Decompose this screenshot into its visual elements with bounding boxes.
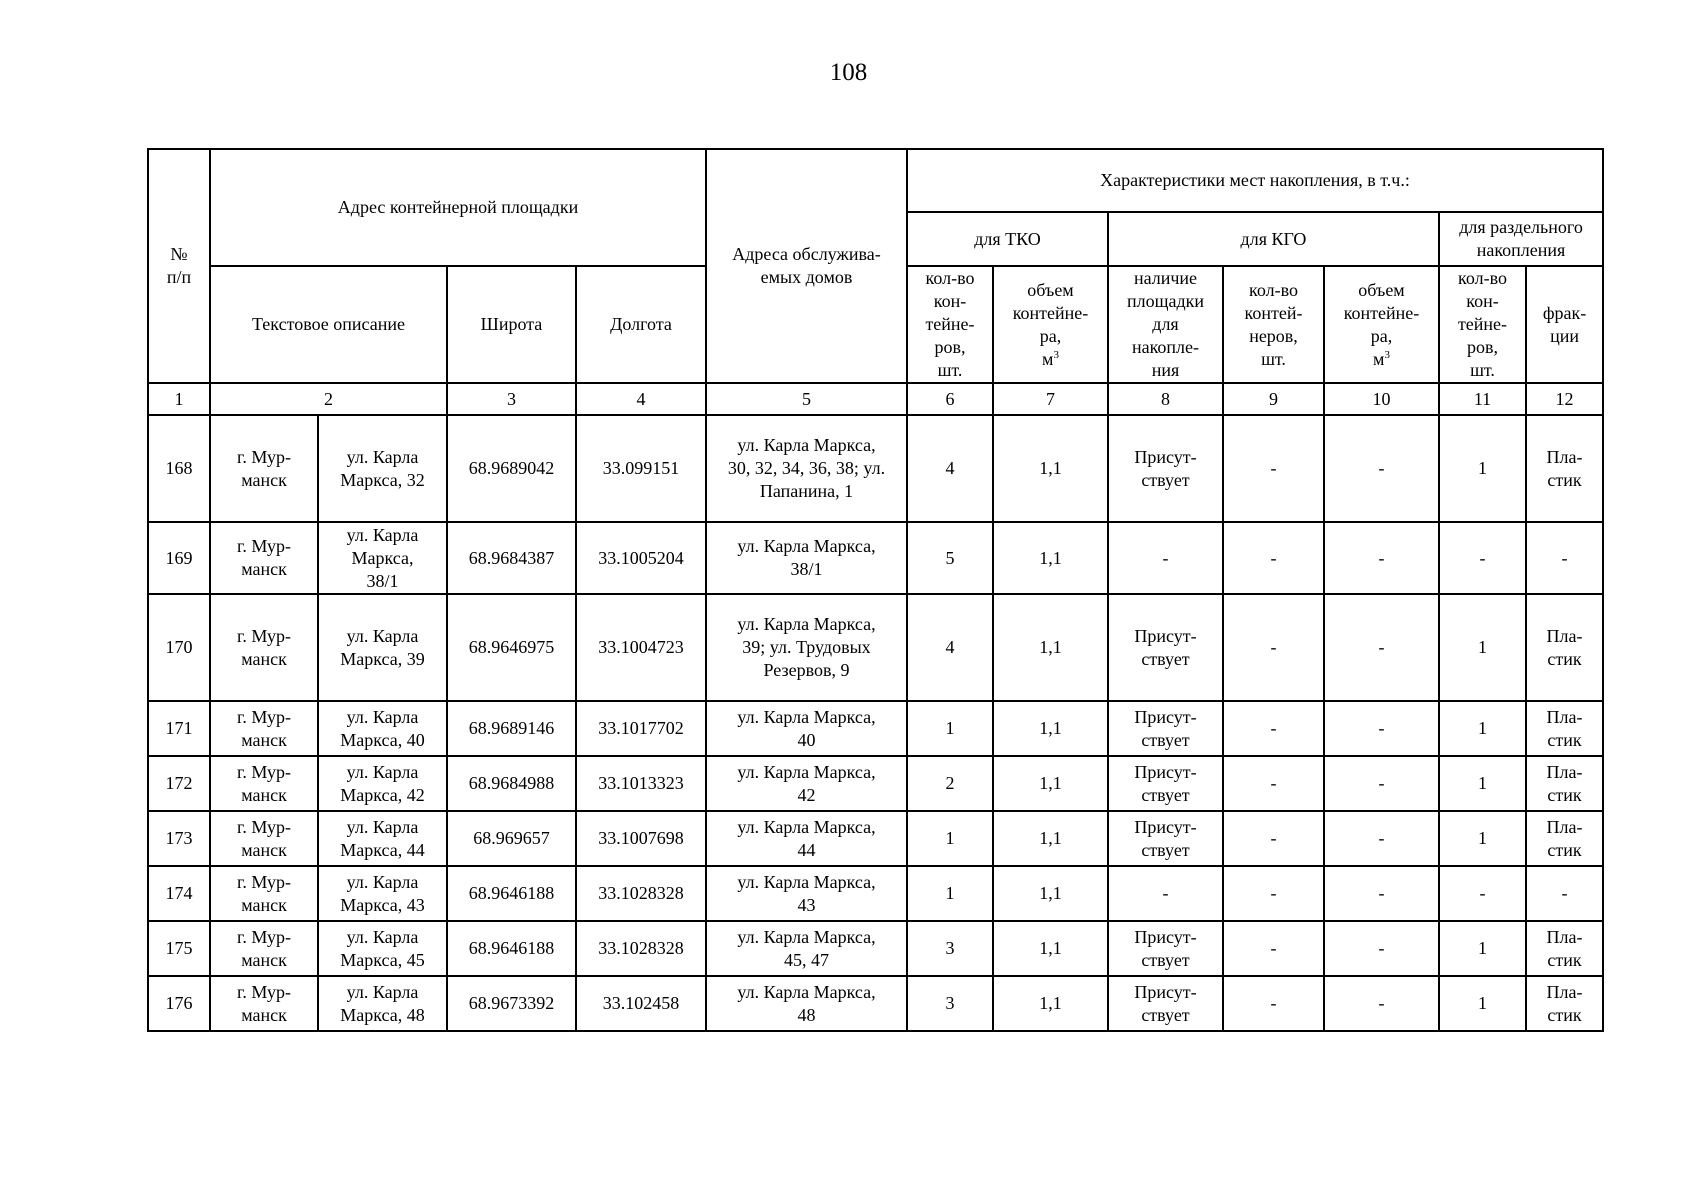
row-number: 169 <box>148 522 210 594</box>
header-tko-count-text: кол-во кон- тейне- ров, шт. <box>925 268 975 380</box>
city-cell: г. Мур- манск <box>210 594 318 701</box>
tko-count-cell: 3 <box>907 976 993 1031</box>
column-number: 7 <box>993 383 1108 415</box>
header-longitude: Долгота <box>576 266 706 383</box>
row-number: 172 <box>148 756 210 811</box>
sep-count-cell: 1 <box>1439 701 1526 756</box>
longitude-cell: 33.1028328 <box>576 921 706 976</box>
kgo-volume-cell: - <box>1324 415 1439 522</box>
latitude-cell: 68.9689042 <box>447 415 576 522</box>
tko-volume-cell: 1,1 <box>993 811 1108 866</box>
served-houses-cell: ул. Карла Маркса, 48 <box>706 976 907 1031</box>
column-number: 4 <box>576 383 706 415</box>
city-cell: г. Мур- манск <box>210 921 318 976</box>
header-kgo-count: кол-во контей- неров, шт. <box>1223 266 1324 383</box>
street-cell: ул. Карла Маркса, 44 <box>318 811 447 866</box>
row-number: 168 <box>148 415 210 522</box>
table-row <box>148 701 1603 756</box>
latitude-cell: 68.9646188 <box>447 866 576 921</box>
row-number: 174 <box>148 866 210 921</box>
street-cell: ул. Карла Маркса, 38/1 <box>318 522 447 594</box>
latitude-cell: 68.9684988 <box>447 756 576 811</box>
sep-count-cell: 1 <box>1439 415 1526 522</box>
table-row <box>148 976 1603 1031</box>
served-houses-cell: ул. Карла Маркса, 40 <box>706 701 907 756</box>
column-number: 5 <box>706 383 907 415</box>
served-houses-cell: ул. Карла Маркса, 30, 32, 34, 36, 38; ул. Папанина, 1 <box>706 415 907 522</box>
tko-count-cell: 4 <box>907 415 993 522</box>
row-number: 176 <box>148 976 210 1031</box>
kgo-count-cell: - <box>1223 415 1324 522</box>
longitude-cell: 33.102458 <box>576 976 706 1031</box>
kgo-site-cell: Присут- ствует <box>1108 594 1223 701</box>
column-number: 8 <box>1108 383 1223 415</box>
kgo-site-cell: Присут- ствует <box>1108 701 1223 756</box>
latitude-cell: 68.9646188 <box>447 921 576 976</box>
header-sep-count: кол-во кон- тейне- ров, шт. <box>1439 266 1526 383</box>
sep-count-cell: - <box>1439 866 1526 921</box>
header-kgo-volume <box>1324 266 1439 383</box>
sep-fraction-cell: Пла- стик <box>1526 976 1603 1031</box>
kgo-count-cell: - <box>1223 756 1324 811</box>
kgo-site-cell: Присут- ствует <box>1108 756 1223 811</box>
street-cell: ул. Карла Маркса, 48 <box>318 976 447 1031</box>
kgo-volume-cell: - <box>1324 701 1439 756</box>
city-cell: г. Мур- манск <box>210 976 318 1031</box>
column-number: 3 <box>447 383 576 415</box>
city-cell: г. Мур- манск <box>210 811 318 866</box>
latitude-cell: 68.9646975 <box>447 594 576 701</box>
tko-count-cell: 1 <box>907 811 993 866</box>
sep-count-cell: 1 <box>1439 594 1526 701</box>
kgo-count-cell: - <box>1223 921 1324 976</box>
latitude-cell: 68.9673392 <box>447 976 576 1031</box>
city-cell: г. Мур- манск <box>210 522 318 594</box>
header-pn: № п/п <box>148 149 210 383</box>
sep-fraction-cell: - <box>1526 866 1603 921</box>
tko-volume-cell: 1,1 <box>993 866 1108 921</box>
header-separate: для раздельного накопления <box>1439 212 1603 266</box>
street-cell: ул. Карла Маркса, 39 <box>318 594 447 701</box>
header-tko-volume-sup: 3 <box>1053 348 1059 361</box>
longitude-cell: 33.1007698 <box>576 811 706 866</box>
longitude-cell: 33.1013323 <box>576 756 706 811</box>
row-number: 173 <box>148 811 210 866</box>
table-row <box>148 522 1603 594</box>
kgo-count-cell: - <box>1223 594 1324 701</box>
latitude-cell: 68.9684387 <box>447 522 576 594</box>
header-tko: для ТКО <box>907 212 1108 266</box>
header-kgo: для КГО <box>1108 212 1439 266</box>
longitude-cell: 33.1028328 <box>576 866 706 921</box>
kgo-site-cell: - <box>1108 866 1223 921</box>
sep-fraction-cell: Пла- стик <box>1526 701 1603 756</box>
latitude-cell: 68.9689146 <box>447 701 576 756</box>
container-sites-table <box>147 148 1604 1032</box>
tko-count-cell: 1 <box>907 701 993 756</box>
table-header <box>148 149 1603 415</box>
kgo-volume-cell: - <box>1324 756 1439 811</box>
street-cell: ул. Карла Маркса, 32 <box>318 415 447 522</box>
header-latitude: Широта <box>447 266 576 383</box>
column-number: 6 <box>907 383 993 415</box>
kgo-count-cell: - <box>1223 811 1324 866</box>
sep-count-cell: 1 <box>1439 976 1526 1031</box>
served-houses-cell: ул. Карла Маркса, 39; ул. Трудовых Резервов, 9 <box>706 594 907 701</box>
city-cell: г. Мур- манск <box>210 756 318 811</box>
street-cell: ул. Карла Маркса, 43 <box>318 866 447 921</box>
street-cell: ул. Карла Маркса, 42 <box>318 756 447 811</box>
header-address-group: Адрес контейнерной площадки <box>210 149 706 266</box>
longitude-cell: 33.1004723 <box>576 594 706 701</box>
kgo-volume-cell: - <box>1324 522 1439 594</box>
table-row <box>148 866 1603 921</box>
kgo-site-cell: - <box>1108 522 1223 594</box>
sep-fraction-cell: Пла- стик <box>1526 921 1603 976</box>
kgo-volume-cell: - <box>1324 976 1439 1031</box>
served-houses-cell: ул. Карла Маркса, 43 <box>706 866 907 921</box>
sep-fraction-cell: Пла- стик <box>1526 756 1603 811</box>
sep-fraction-cell: Пла- стик <box>1526 811 1603 866</box>
tko-volume-cell: 1,1 <box>993 522 1108 594</box>
longitude-cell: 33.1005204 <box>576 522 706 594</box>
sep-fraction-cell: Пла- стик <box>1526 415 1603 522</box>
header-characteristics: Характеристики мест накопления, в т.ч.: <box>907 149 1603 212</box>
sep-count-cell: 1 <box>1439 921 1526 976</box>
header-kgo-volume-text: объем контейне- ра, м <box>1343 279 1420 369</box>
table-row <box>148 415 1603 522</box>
served-houses-cell: ул. Карла Маркса, 45, 47 <box>706 921 907 976</box>
kgo-volume-cell: - <box>1324 811 1439 866</box>
column-number: 9 <box>1223 383 1324 415</box>
kgo-site-cell: Присут- ствует <box>1108 921 1223 976</box>
tko-count-cell: 4 <box>907 594 993 701</box>
header-kgo-site: наличие площадки для накопле- ния <box>1108 266 1223 383</box>
served-houses-cell: ул. Карла Маркса, 38/1 <box>706 522 907 594</box>
row-number: 175 <box>148 921 210 976</box>
sep-count-cell: 1 <box>1439 811 1526 866</box>
column-number: 1 <box>148 383 210 415</box>
table-row <box>148 811 1603 866</box>
kgo-site-cell: Присут- ствует <box>1108 811 1223 866</box>
kgo-count-cell: - <box>1223 866 1324 921</box>
column-number: 2 <box>210 383 447 415</box>
header-tko-volume-text: объем контейне- ра, м <box>1012 279 1089 369</box>
tko-count-cell: 5 <box>907 522 993 594</box>
header-kgo-volume-sup: 3 <box>1384 348 1390 361</box>
latitude-cell: 68.969657 <box>447 811 576 866</box>
sep-fraction-cell: - <box>1526 522 1603 594</box>
table-row <box>148 756 1603 811</box>
tko-volume-cell: 1,1 <box>993 594 1108 701</box>
header-sep-fraction: фрак- ции <box>1526 266 1603 383</box>
header-text-description: Текстовое описание <box>210 266 447 383</box>
tko-count-cell: 2 <box>907 756 993 811</box>
table-row <box>148 594 1603 701</box>
served-houses-cell: ул. Карла Маркса, 42 <box>706 756 907 811</box>
tko-volume-cell: 1,1 <box>993 415 1108 522</box>
tko-count-cell: 1 <box>907 866 993 921</box>
longitude-cell: 33.1017702 <box>576 701 706 756</box>
tko-volume-cell: 1,1 <box>993 976 1108 1031</box>
tko-count-cell: 3 <box>907 921 993 976</box>
tko-volume-cell: 1,1 <box>993 921 1108 976</box>
kgo-count-cell: - <box>1223 976 1324 1031</box>
kgo-site-cell: Присут- ствует <box>1108 415 1223 522</box>
longitude-cell: 33.099151 <box>576 415 706 522</box>
kgo-volume-cell: - <box>1324 921 1439 976</box>
column-number-row <box>148 383 1603 415</box>
header-tko-volume <box>993 266 1108 383</box>
kgo-site-cell: Присут- ствует <box>1108 976 1223 1031</box>
tko-volume-cell: 1,1 <box>993 756 1108 811</box>
table-body <box>148 415 1603 1031</box>
kgo-volume-cell: - <box>1324 866 1439 921</box>
table-row <box>148 921 1603 976</box>
column-number: 11 <box>1439 383 1526 415</box>
city-cell: г. Мур- манск <box>210 701 318 756</box>
city-cell: г. Мур- манск <box>210 866 318 921</box>
city-cell: г. Мур- манск <box>210 415 318 522</box>
page-number: 108 <box>829 59 868 86</box>
column-number: 12 <box>1526 383 1603 415</box>
tko-volume-cell: 1,1 <box>993 701 1108 756</box>
kgo-volume-cell: - <box>1324 594 1439 701</box>
street-cell: ул. Карла Маркса, 45 <box>318 921 447 976</box>
row-number: 170 <box>148 594 210 701</box>
sep-fraction-cell: Пла- стик <box>1526 594 1603 701</box>
header-served-houses: Адреса обслужива- емых домов <box>706 149 907 383</box>
kgo-count-cell: - <box>1223 522 1324 594</box>
street-cell: ул. Карла Маркса, 40 <box>318 701 447 756</box>
row-number: 171 <box>148 701 210 756</box>
sep-count-cell: 1 <box>1439 756 1526 811</box>
sep-count-cell: - <box>1439 522 1526 594</box>
served-houses-cell: ул. Карла Маркса, 44 <box>706 811 907 866</box>
column-number: 10 <box>1324 383 1439 415</box>
header-tko-count <box>907 266 993 383</box>
kgo-count-cell: - <box>1223 701 1324 756</box>
